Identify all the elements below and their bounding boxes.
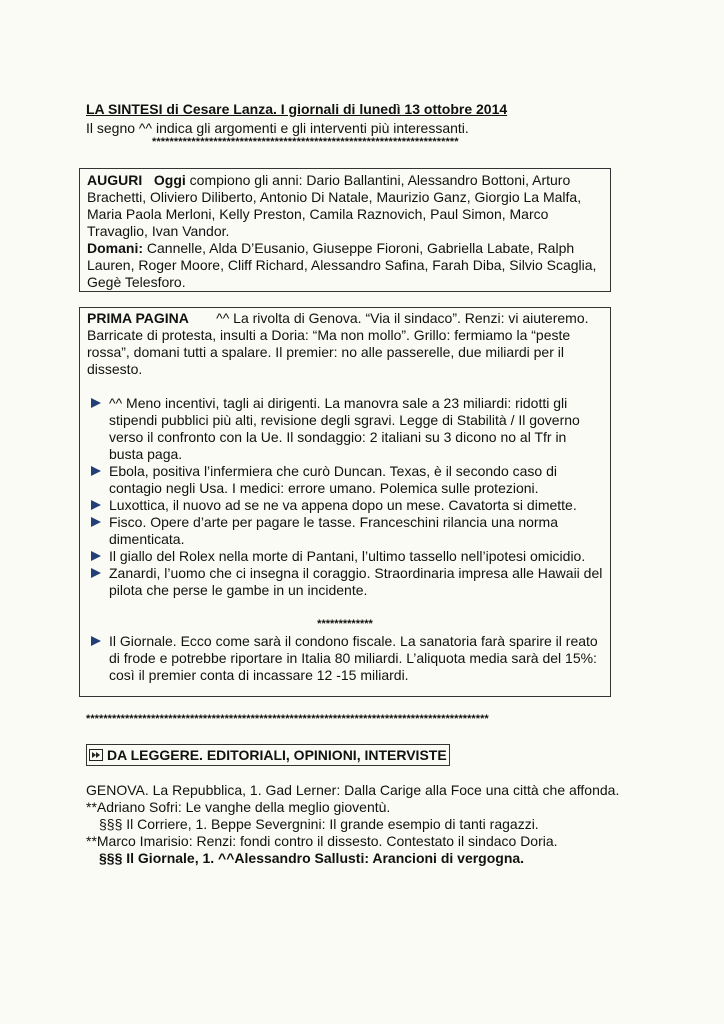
section-heading-da-leggere xyxy=(86,744,450,766)
list-item xyxy=(87,497,603,514)
mid-separator: ************* xyxy=(317,618,373,630)
bullet-arrow-icon xyxy=(91,636,101,646)
list-item xyxy=(87,633,603,684)
auguri-label: AUGURI xyxy=(87,172,143,188)
section-heading-label: DA LEGGERE. EDITORIALI, OPINIONI, INTERVISTE xyxy=(107,747,447,763)
list-item xyxy=(87,548,603,565)
giornale-list xyxy=(87,633,603,684)
document-title: LA SINTESI di Cesare Lanza. I giornali di lunedì 13 ottobre 2014 xyxy=(86,101,508,117)
genova-paragraph-2: §§§ Il Corriere, 1. Beppe Severgnini: Il grande esempio di tanti ragazzi. xyxy=(99,816,539,832)
editorials-section xyxy=(86,782,626,867)
bullet-arrow-icon xyxy=(91,398,101,408)
list-item-text: Ebola, positiva l’infermiera che curò Duncan. Texas, è il secondo caso di contagio negli Usa. I medici: errore umano. Polemica sulle protezioni. xyxy=(109,463,557,496)
list-item xyxy=(87,395,603,463)
list-item-text: Il giallo del Rolex nella morte di Pantani, l’ultimo tassello nell’ipotesi omicidio. xyxy=(109,548,586,564)
auguri-domani-paragraph xyxy=(87,240,603,291)
auguri-oggi-paragraph xyxy=(87,172,603,240)
bullet-arrow-icon xyxy=(91,551,101,561)
bullet-arrow-icon xyxy=(91,500,101,510)
auguri-box xyxy=(79,168,611,292)
prima-pagina-box xyxy=(79,307,611,697)
fast-forward-icon xyxy=(89,749,103,761)
list-item xyxy=(87,565,603,599)
list-item xyxy=(87,463,603,497)
list-item-text: Il Giornale. Ecco come sarà il condono fiscale. La sanatoria farà sparire il reato di frode e potrebbe riportare in Italia 80 miliardi. L’aliquota media sarà del 15%: così il premier conta di incassare 12 -15 miliardi. xyxy=(109,633,598,683)
prima-pagina-intro-text: ^^ La rivolta di Genova. “Via il sindaco”. Renzi: vi aiuteremo. Barricate di protesta, insulti a Doria: “Ma non mollo”. Grillo: fermiamo la “peste rossa”, domani tutti a spalare. Il premier: no alle passerelle, due miliardi per il dissesto. xyxy=(87,310,589,377)
bullet-arrow-icon xyxy=(91,568,101,578)
list-item-text: Luxottica, il nuovo ad se ne va appena dopo un mese. Cavatorta si dimette. xyxy=(109,497,577,513)
oggi-label: Oggi xyxy=(153,172,186,188)
document-subtitle: Il segno ^^ indica gli argomenti e gli interventi più interessanti. xyxy=(86,120,469,136)
bullet-arrow-icon xyxy=(91,517,101,527)
news-list xyxy=(87,395,603,599)
list-item-text: ^^ Meno incentivi, tagli ai dirigenti. La manovra sale a 23 miliardi: ridotti gli stipendi pubblici più alti, revisione degli sgravi. Legge di Stabilità / Il governo verso il confronto con la Ue. Il sondaggio: 2 italiani su 3 dicono no al Tfr in busta paga. xyxy=(109,395,580,462)
genova-paragraph-4: §§§ Il Giornale, 1. ^^Alessandro Sallusti: Arancioni di vergogna. xyxy=(99,850,525,866)
list-item-text: Zanardi, l’uomo che ci insegna il coraggio. Straordinaria impresa alle Hawaii del pilota che perse le gambe in un incidente. xyxy=(109,565,603,598)
prima-pagina-label: PRIMA PAGINA xyxy=(87,310,189,326)
separator-stars: ********************************************************************** xyxy=(152,136,459,148)
genova-paragraph-3: **Marco Imarisio: Renzi: fondi contro il dissesto. Contestato il sindaco Doria. xyxy=(86,833,558,849)
domani-label: Domani: xyxy=(87,240,143,256)
oggi-text: compiono gli anni: Dario Ballantini, Alessandro Bottoni, Arturo Brachetti, Oliviero Diliberto, Antonio Di Natale, Maurizio Ganz, Giorgio La Malfa, Maria Paola Merloni, Kelly Preston, Camila Raznovich, Paul Simon, Marco Travaglio, Ivan Vandor. xyxy=(87,172,582,239)
domani-text: Cannelle, Alda D’Eusanio, Giuseppe Fioroni, Gabriella Labate, Ralph Lauren, Roger Moore, Cliff Richard, Alessandro Safina, Farah Diba, Silvio Scaglia, Gegè Telesforo. xyxy=(87,240,597,290)
genova-paragraph-1: GENOVA. La Repubblica, 1. Gad Lerner: Dalla Carige alla Foce una città che affonda. **Adriano Sofri: Le vanghe della meglio gioventù. xyxy=(86,782,620,815)
list-item-text: Fisco. Opere d’arte per pagare le tasse. Franceschini rilancia una norma dimenticata. xyxy=(109,514,558,547)
separator-stars-2: ********************************************************************************************* xyxy=(86,713,489,725)
list-item xyxy=(87,514,603,548)
prima-pagina-intro xyxy=(87,310,603,378)
bullet-arrow-icon xyxy=(91,466,101,476)
